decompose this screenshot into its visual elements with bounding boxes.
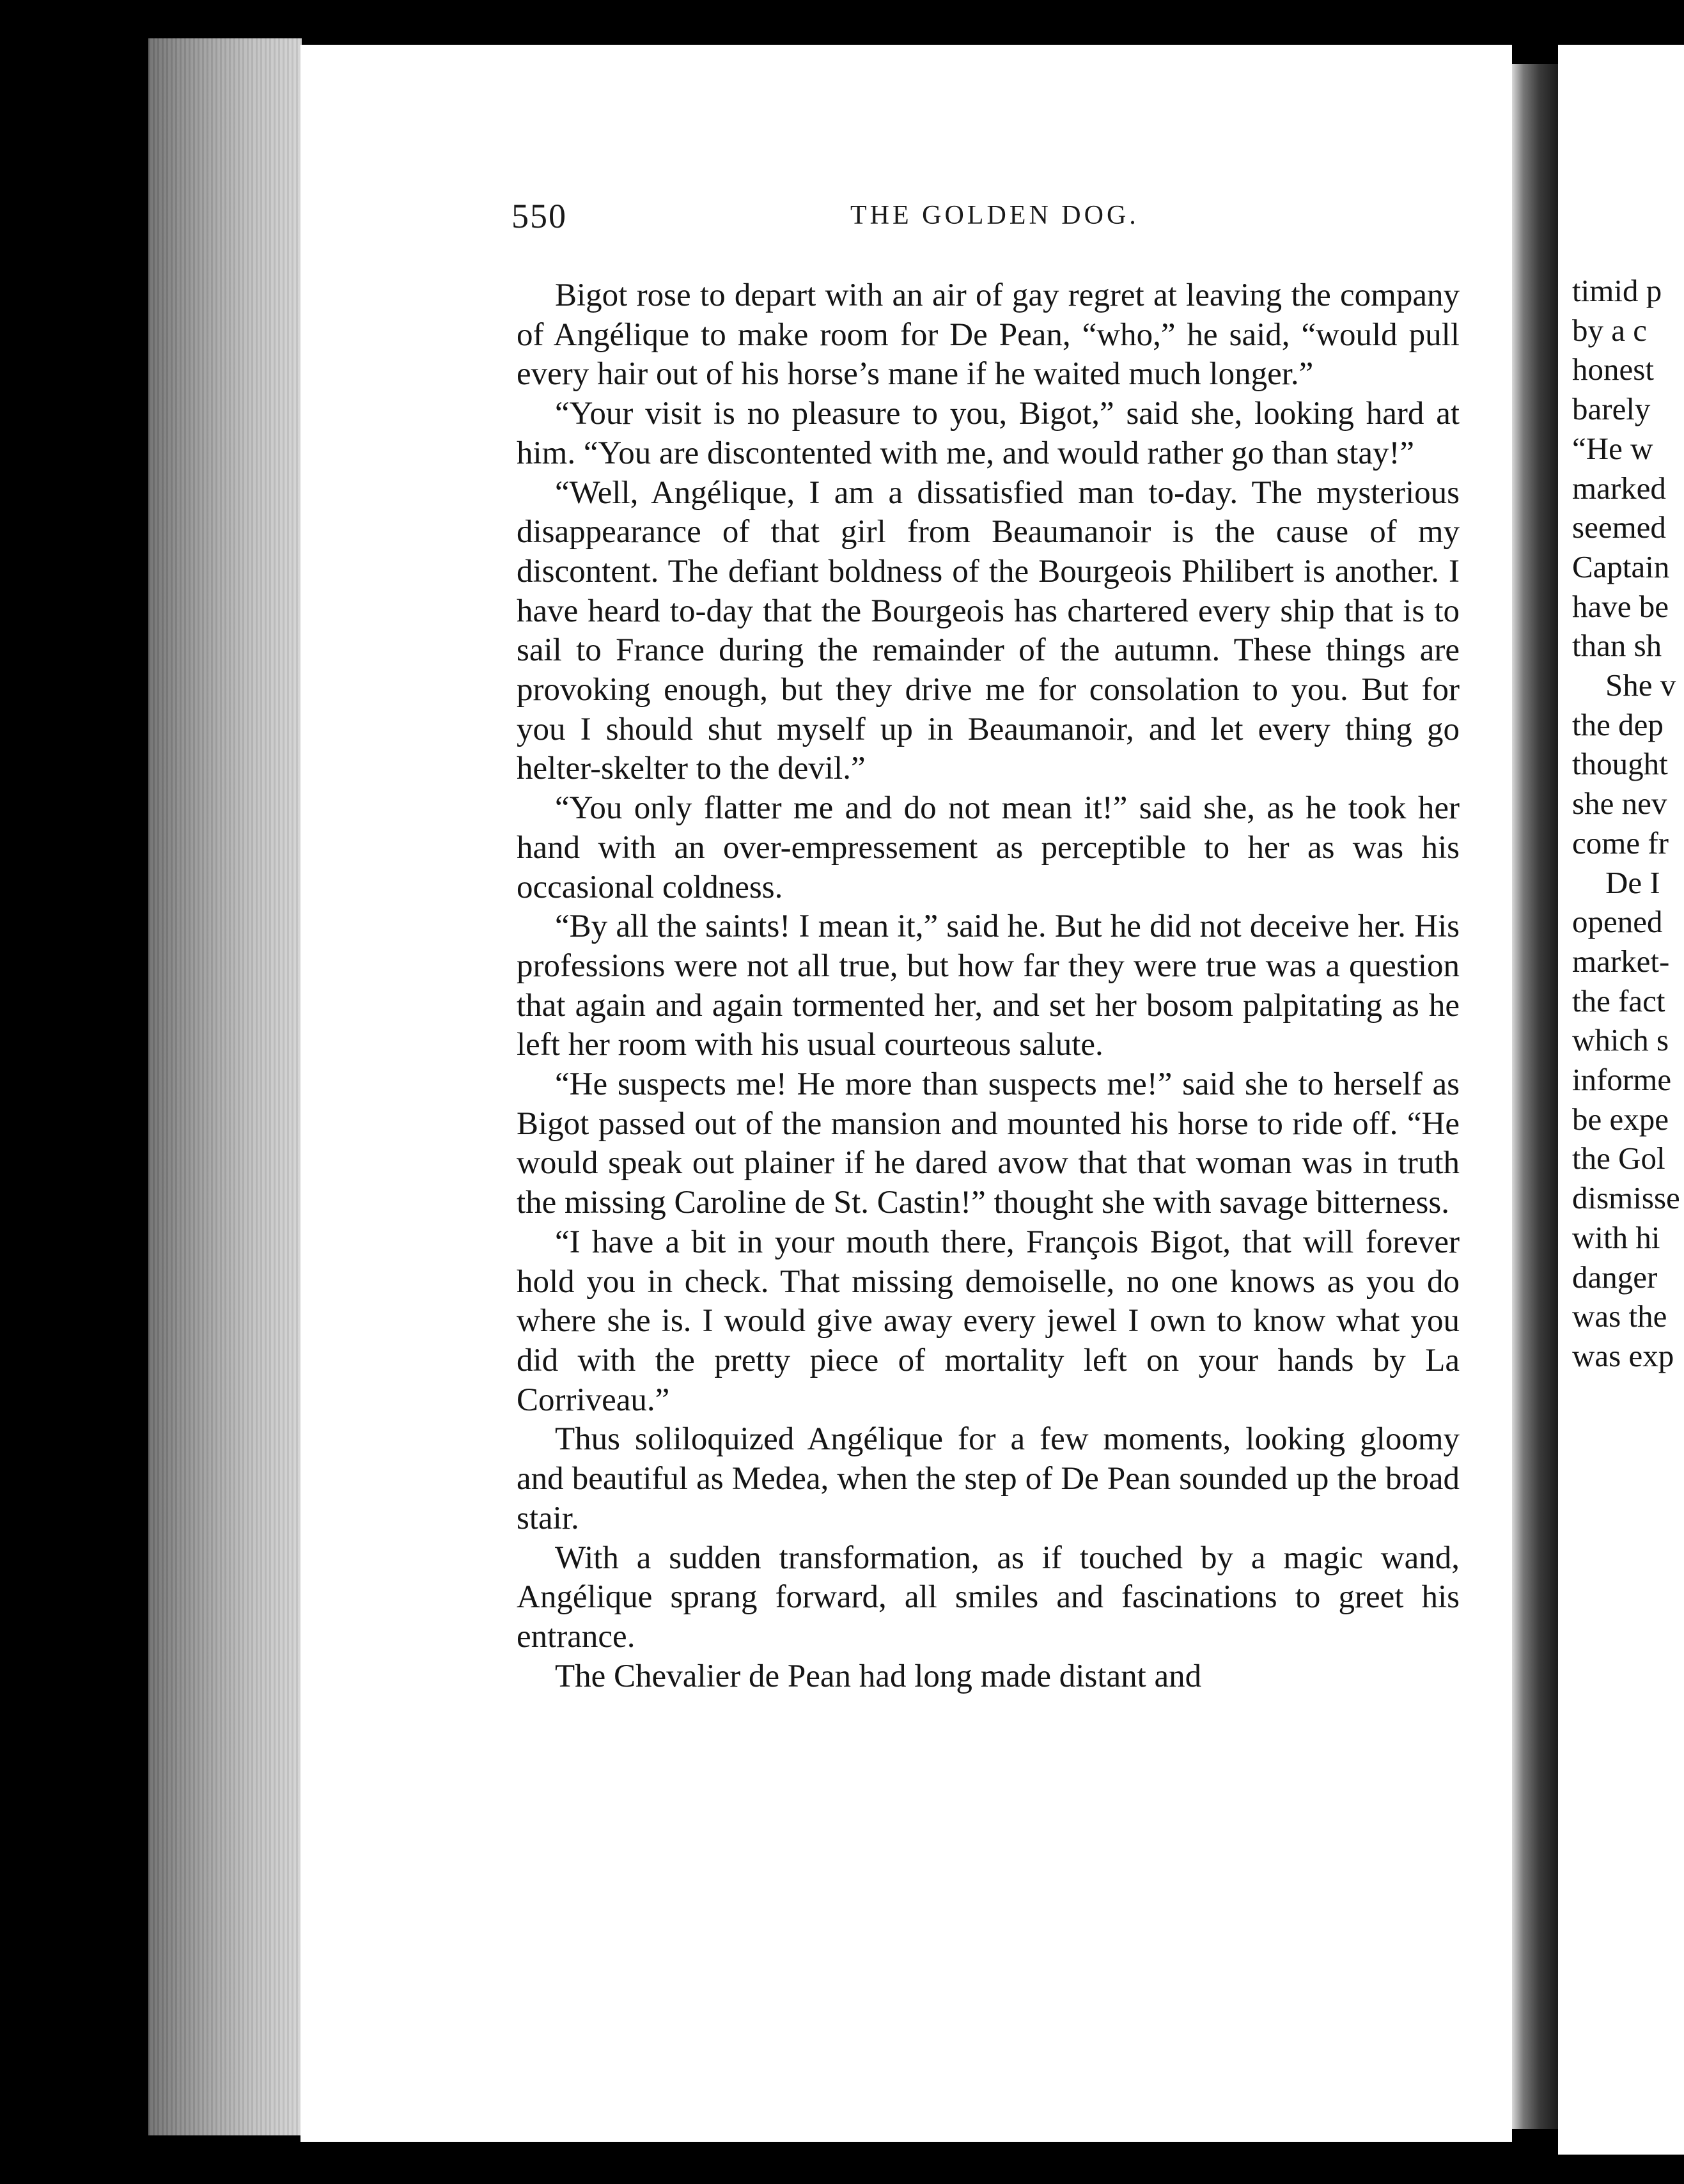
right-line: dismisse xyxy=(1572,1180,1680,1216)
right-line: which s xyxy=(1572,1022,1669,1058)
body-text xyxy=(517,276,1460,1696)
paragraph: “You only flatter me and do not mean it!” said she, as he took her hand with an over-empressement as perceptible to her as was his occasional coldness. xyxy=(517,790,1460,905)
right-line: market- xyxy=(1572,943,1670,979)
right-line: with hi xyxy=(1572,1219,1660,1255)
paragraph: “By all the saints! I mean it,” said he. But he did not deceive her. His professions were not all true, but how far they were true was a question that again and again tormented her, and set her bosom palpitating as he left her room with his usual courteous salute. xyxy=(517,909,1460,1063)
paragraph: “Well, Angélique, I am a dissatisfied man to-day. The mysterious disappearance of that girl from Beaumanoir is the cause of my discontent. The defiant boldness of the Bourgeois Philibert is another. I have heard to-day that the Bourgeois has chartered every ship that is to sail to France during the remainder of the autumn. These things are provoking enough, but they drive me for consolation to you. But for you I should shut myself up in Beaumanoir, and let every thing go helter-skelter to the devil.” xyxy=(517,474,1460,787)
right-line: was exp xyxy=(1572,1338,1674,1373)
right-line: timid p xyxy=(1572,273,1662,308)
right-line: She v xyxy=(1605,667,1676,703)
right-line: opened xyxy=(1572,904,1663,940)
right-line: than sh xyxy=(1572,628,1662,664)
paragraph: “I have a bit in your mouth there, François Bigot, that will forever hold you in check. That missing demoiselle, no one knows as you do where she is. I would give away every jewel I own to know what you did with the pretty piece of mortality left on your hands by La Corriveau.” xyxy=(517,1224,1460,1418)
paragraph: With a sudden transformation, as if touched by a magic wand, Angélique sprang forward, all smiles and fascinations to greet his entrance. xyxy=(517,1540,1460,1655)
right-line: she nev xyxy=(1572,786,1667,822)
right-line: danger xyxy=(1572,1259,1658,1295)
paragraph: “Your visit is no pleasure to you, Bigot,” said she, looking hard at him. “You are discontented with me, and would rather go than stay!” xyxy=(517,396,1460,471)
running-head: THE GOLDEN DOG. xyxy=(850,201,1139,230)
right-line: seemed xyxy=(1572,510,1666,545)
paragraph: The Chevalier de Pean had long made distant and xyxy=(555,1658,1202,1694)
page-number: 550 xyxy=(511,197,567,235)
right-line: the dep xyxy=(1572,706,1664,742)
paragraph: Thus soliloquized Angélique for a few moments, looking gloomy and beautiful as Medea, when the step of De Pean sounded up the broad stair. xyxy=(517,1421,1460,1536)
right-line: be expe xyxy=(1572,1101,1669,1137)
right-line: informe xyxy=(1572,1062,1672,1098)
paragraph: Bigot rose to depart with an air of gay regret at leaving the company of Angélique to make room for De Pean, “who,” he said, “would pull every hair out of his horse’s mane if he waited much longer.” xyxy=(517,277,1460,393)
right-line: marked xyxy=(1572,470,1666,506)
right-page xyxy=(1558,45,1684,2155)
page-edge-left xyxy=(148,38,302,2135)
right-line: Captain xyxy=(1572,549,1670,584)
right-line: was the xyxy=(1572,1299,1667,1334)
right-line: the fact xyxy=(1572,983,1665,1018)
right-line: De I xyxy=(1605,864,1660,900)
right-line: come fr xyxy=(1572,825,1669,861)
right-line: thought xyxy=(1572,746,1668,782)
right-page-text xyxy=(1572,271,1684,1376)
page-header xyxy=(511,196,1464,247)
right-line: by a c xyxy=(1572,312,1647,348)
right-line: the Gol xyxy=(1572,1141,1665,1176)
right-line: honest xyxy=(1572,352,1654,387)
paragraph: “He suspects me! He more than suspects me!” said she to herself as Bigot passed out of the mansion and mounted his horse to ride off. “He would speak out plainer if he dared avow that that woman was in truth the missing Caroline de St. Castin!” thought she with savage bitterness. xyxy=(517,1066,1460,1221)
right-line: “He w xyxy=(1572,430,1653,466)
book-gutter xyxy=(1512,64,1558,2129)
right-line: barely xyxy=(1572,391,1651,427)
right-line: have be xyxy=(1572,588,1669,624)
